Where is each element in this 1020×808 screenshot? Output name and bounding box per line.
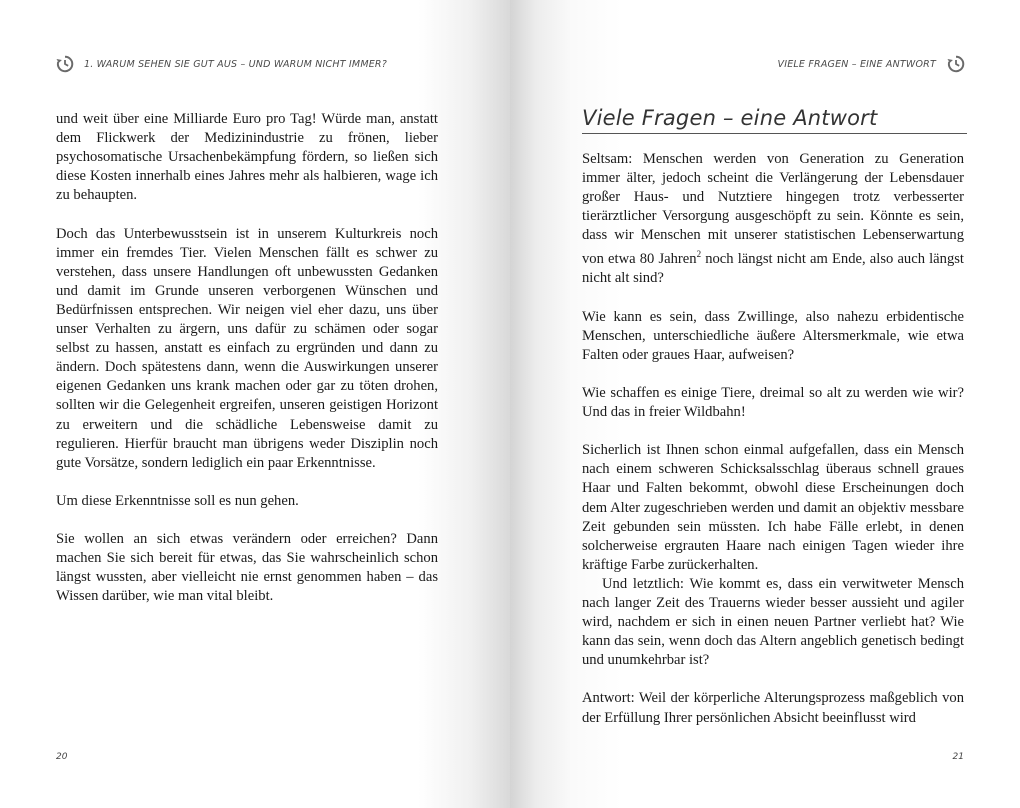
footnote-marker: 2 (696, 249, 702, 260)
body-text (582, 150, 964, 747)
paragraph (582, 150, 964, 289)
paragraph: Sie wollen an sich etwas verändern oder erreichen? Dann machen Sie sich bereit für etwas, das Sie wahrscheinlich schon längst wussten, aber vielleicht nie ernst genommen haben – das Wissen darüber, wie man vital bleibt. (56, 531, 438, 605)
paragraph: und weit über eine Milliarde Euro pro Tag! Würde man, anstatt dem Flickwerk der Medizinindustrie zu frönen, lieber psychosomatische Ursachenbekämpfung fördern, so ließen sich diese Kosten innerhalb eines Jahres mehr als halbieren, wage ich zu behaupten. (56, 111, 438, 204)
paragraph: Antwort: Weil der körperliche Alterungsprozess maßgeblich von der Erfüllung Ihrer persönlichen Absicht beeinflusst wird (582, 690, 964, 726)
paragraph: Doch das Unterbewusstsein ist in unserem Kulturkreis noch immer ein fremdes Tier. Vielen Menschen fällt es schwer zu verstehen, dass unsere Handlungen oft unbewussten Gedanken und damit im Grunde unseren verborgenen Wünschen und Bedürfnissen entsprechen. Wir neigen viel eher dazu, uns über unser Verhalten zu ärgern, uns dafür zu schämen oder sogar selbst zu hassen, anstatt es einfach zu ergründen und dann zu ändern. Doch spätestens dann, wenn die Auswirkungen unserer eigenen Gedanken uns krank machen oder gar zu töten drohen, sollten wir die Gelegenheit ergreifen, unseren geistigen Horizont zu erweitern und die schädliche Lebensweise damit zu regulieren. Hierfür braucht man übrigens weder Disziplin noch gute Vorsätze, sondern lediglich ein paar Erkenntnisse. (56, 225, 438, 471)
clock-arrow-icon (56, 55, 74, 73)
paragraph: Wie schaffen es einige Tiere, dreimal so alt zu werden wie wir? Und das in freier Wildbahn! (582, 384, 964, 421)
running-head: 1. WARUM SEHEN SIE GUT AUS – UND WARUM NICHT IMMER? (84, 59, 387, 70)
right-page (510, 0, 1020, 808)
paragraph: Sicherlich ist Ihnen schon einmal aufgefallen, dass ein Mensch nach einem schweren Schicksalsschlag überaus schnell graues Haar und Falten bekommt, obwohl diese Erscheinungen doch dem Alter zugeschrieben werden und damit an objektiv messbare Zeit gebunden sein müssten. Ich habe Fälle erlebt, in denen solcherweise ergrauten Haare nach einigen Tagen wieder ihre kräftige Farbe zurückerhalten. (582, 442, 964, 573)
paragraph: Wie kann es sein, dass Zwillinge, also nahezu erbidentische Menschen, unterschiedliche äußere Altersmerkmale, wie etwa Falten oder graues Haar, aufweisen? (582, 308, 964, 363)
page-number: 20 (56, 752, 68, 762)
paragraph-text: noch längst nicht am Ende, also auch längst nicht alt sind? (582, 251, 964, 287)
body-text (56, 110, 438, 626)
page-number: 21 (952, 752, 964, 762)
paragraph-text: Seltsam: Menschen werden von Generation zu Generation immer älter, jedoch scheint die Verlängerung der Lebensdauer großer Haus- und Nutztiere hingegen trotz verbesserter tierärztlicher Versorgung ausgeschöpft zu sein. Könnte es sein, dass wir Menschen mit unserer statistischen Lebenserwartung von etwa 80 Jahren (582, 151, 964, 268)
running-head: VIELE FRAGEN – EINE ANTWORT (777, 59, 936, 70)
clock-arrow-icon (947, 55, 965, 73)
paragraph: Um diese Erkenntnisse soll es nun gehen. (56, 492, 299, 509)
chapter-title: Viele Fragen – eine Antwort (582, 106, 967, 134)
paragraph: Und letztlich: Wie kommt es, dass ein verwitweter Mensch nach langer Zeit des Trauerns wieder besser aussieht und agiler wird, nachdem er sich in einen neuen Partner verliebt hat? Wie kann das sein, wenn doch das Altern angeblich genetisch bedingt und unumkehrbar ist? (582, 575, 964, 669)
